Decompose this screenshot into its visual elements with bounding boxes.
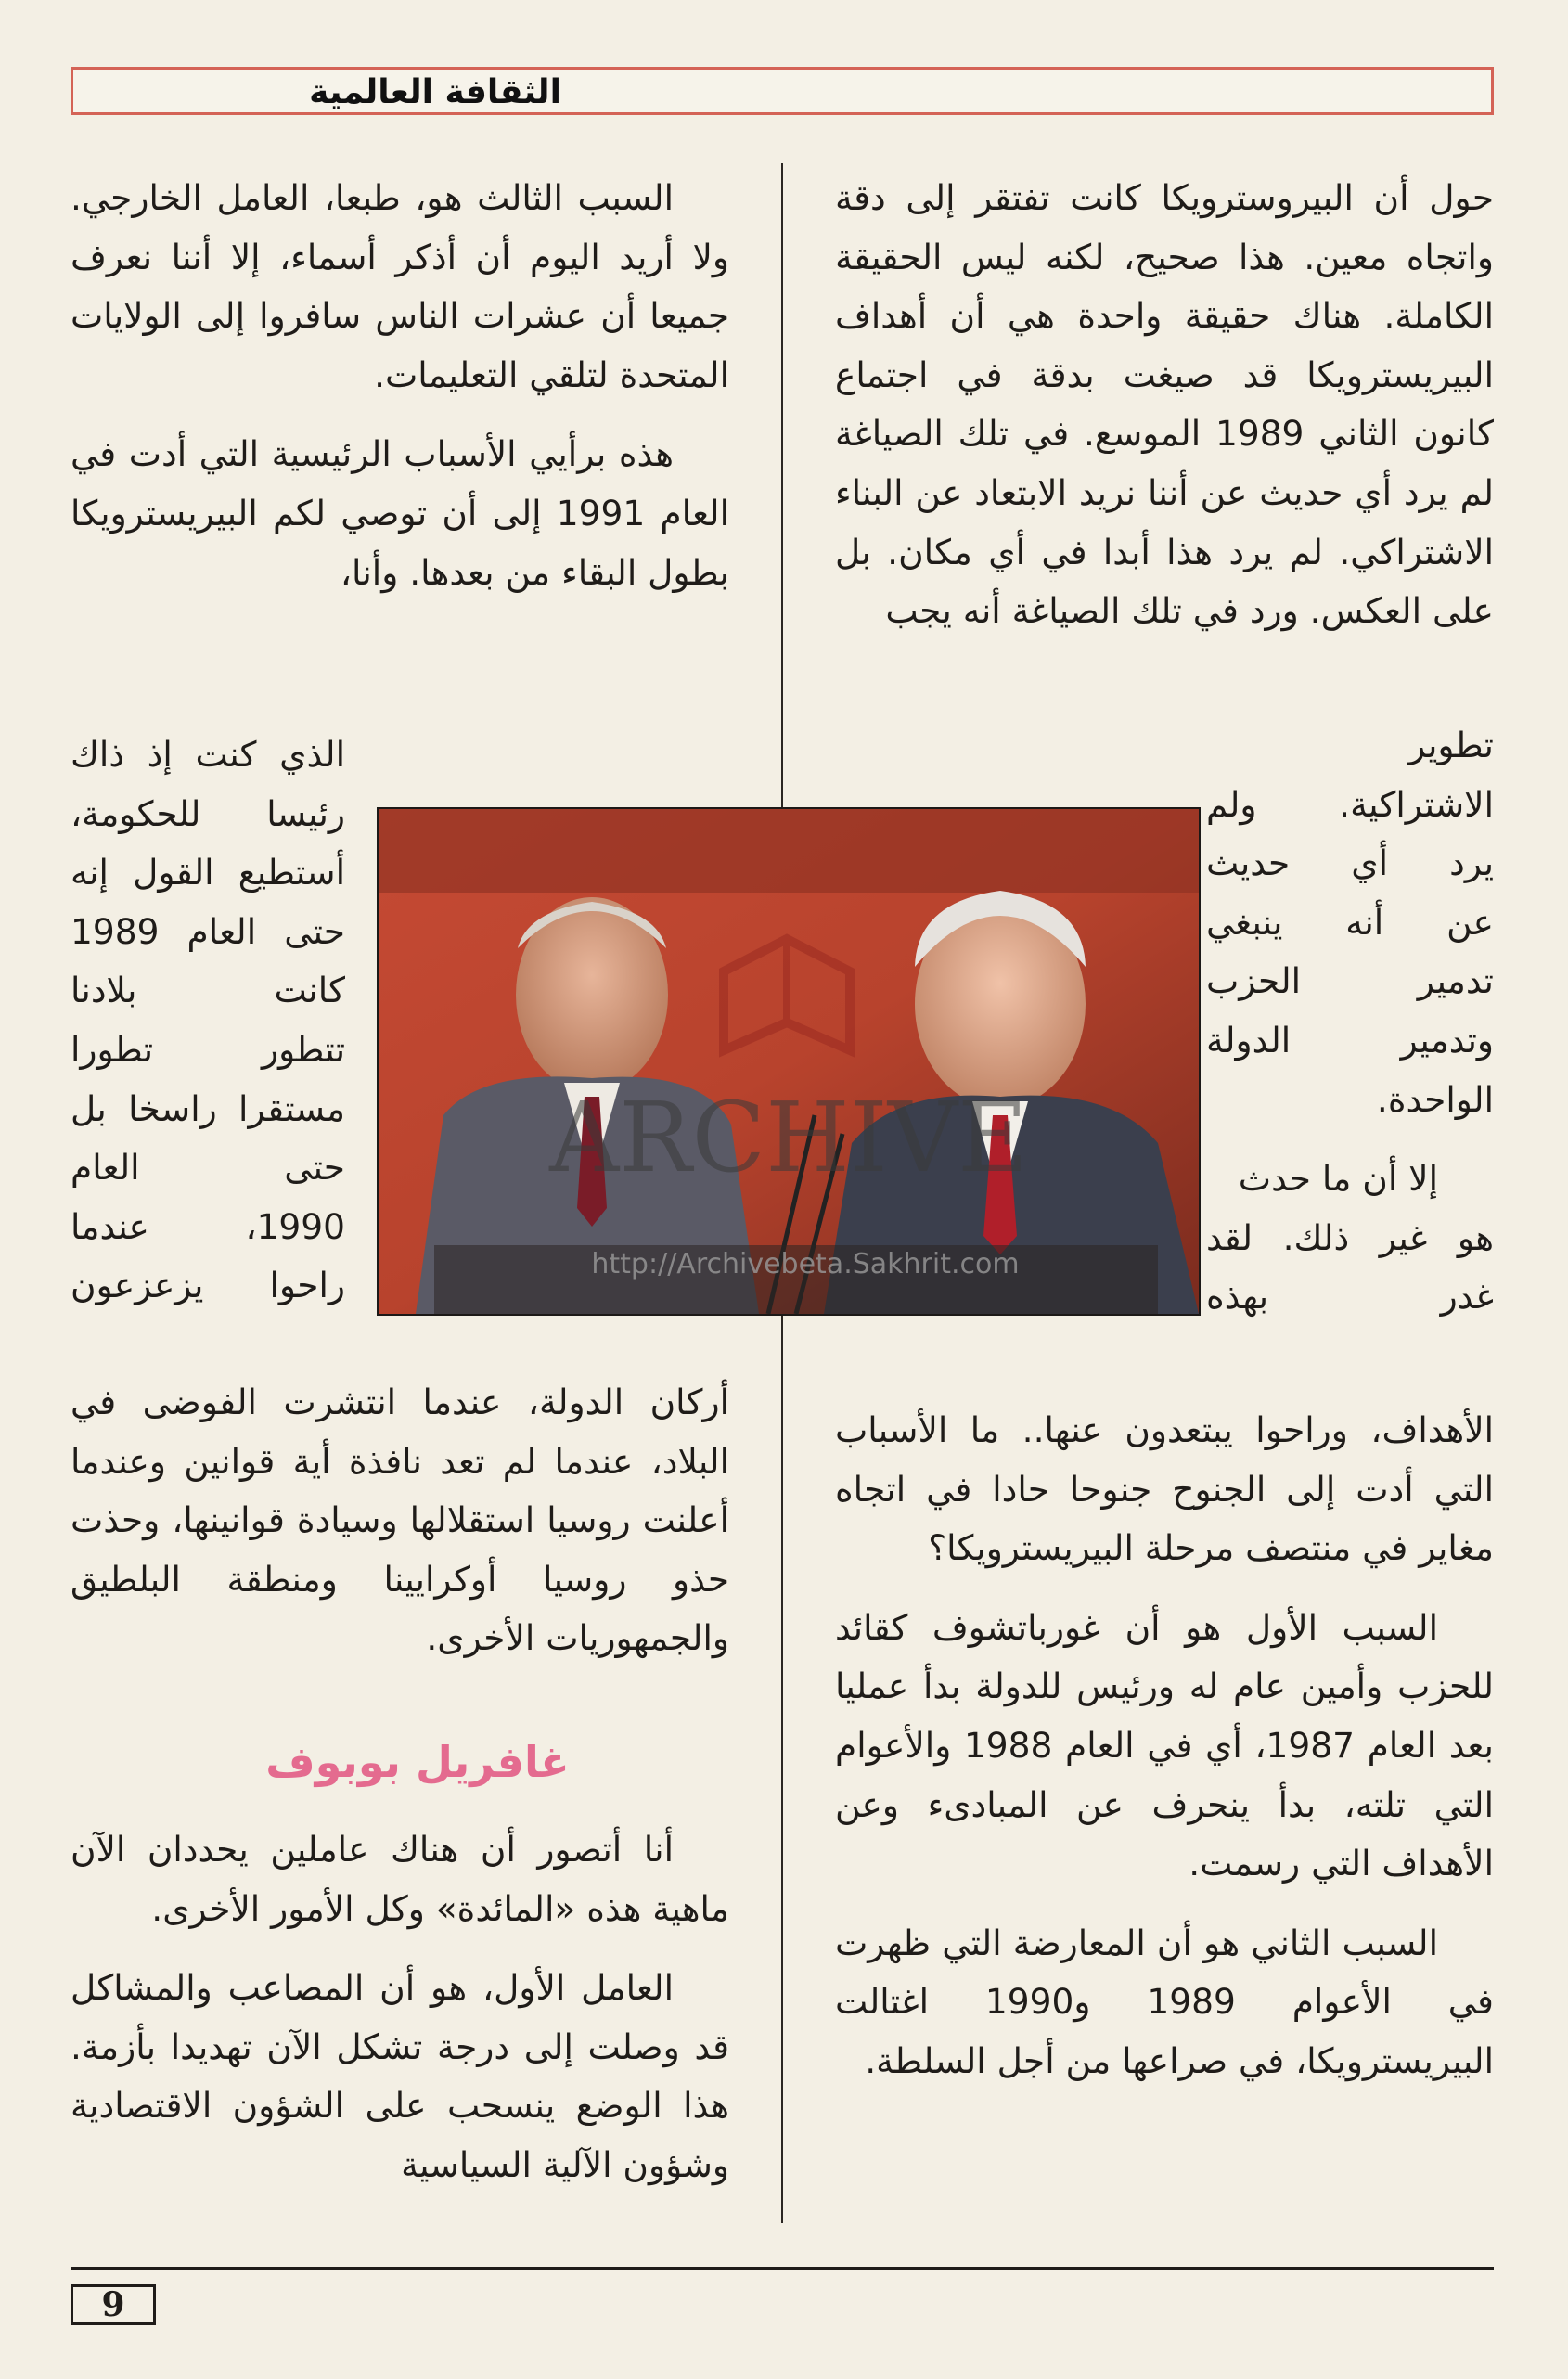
paragraph-reason-two: السبب الثاني هو أن المعارضة التي ظهرت في الأعوام 1989 و1990 اغتالت البيريسترويكا، في صراعها من أجل السلطة. <box>835 1922 1494 2081</box>
wrap-line: 1990، عندما <box>71 1205 345 1247</box>
paragraph: حول أن البيروسترويكا كانت تفتقر إلى دقة واتجاه معين. هذا صحيح، لكنه ليس الحقيقة الكاملة. هناك حقيقة واحدة هي أن أهداف البيريسترويكا قد صيغت بدقة في اجتماع كانون الثاني 1989 الموسع. في تلك الصياغة لم يرد أي حديث عن أننا نريد الابتعاد عن البناء الاشتراكي. لم يرد هذا أبدا في أي مكان. بل على العكس. ورد في تلك الصياغة أنه يجب <box>835 177 1494 632</box>
wrap-line: الاشتراكية. ولم <box>1206 783 1494 825</box>
right-column-bottom <box>835 1401 1494 2091</box>
paragraph-factor-one: العامل الأول، هو أن المصاعب والمشاكل قد وصلت إلى درجة تشكل الآن تهديدا بأزمة. هذا الوضع ينسحب على الشؤون الاقتصادية وشؤون الآلية السياسية <box>71 1967 729 2185</box>
wrap-line: يرد أي حديث <box>1206 842 1494 884</box>
wrap-line: غدر بهذه <box>1206 1276 1494 1318</box>
right-wrap-block <box>1206 716 1494 1327</box>
wrap-line: تدمير الحزب <box>1206 960 1494 1002</box>
wrap-line: الواحدة. <box>1376 1078 1494 1120</box>
wrap-line: راحوا يزعزعون <box>71 1265 345 1306</box>
wrap-line: مستقرا راسخا بل <box>71 1087 345 1129</box>
right-column-top <box>835 169 1494 641</box>
photo-illustration <box>379 809 1199 1314</box>
paragraph-opinion: هذه برأيي الأسباب الرئيسية التي أدت في العام 1991 إلى أن توصي لكم البيريسترويكا بطول البقاء من بعدها. وأنا، <box>71 433 730 593</box>
footer-rule <box>71 2267 1494 2270</box>
watermark-url: http://Archivebeta.Sakhrit.com <box>591 1248 1020 1280</box>
wrap-line: عن أنه ينبغي <box>1206 901 1494 943</box>
wrap-line: أستطيع القول إنه <box>71 852 345 894</box>
page-number: 9 <box>71 2284 156 2325</box>
wrap-line: كانت بلادنا <box>71 970 345 1011</box>
wrap-line: الذي كنت إذ ذاك <box>71 734 345 775</box>
header-banner <box>71 67 1494 115</box>
magazine-title: الثقافة العالمية <box>309 72 561 111</box>
left-wrap-block <box>71 726 345 1316</box>
paragraph-reason-one: السبب الأول هو أن غورباتشوف كقائد للحزب وأمين عام له ورئيس للدولة بدأ عمليا بعد العام 1987، أي في العام 1988 والأعوام التي تلته، بدأ ينحرف عن المبادىء وعن الأهداف التي رسمت. <box>835 1606 1494 1884</box>
paragraph-intro: أنا أتصور أن هناك عاملين يحددان الآن ماهية هذه «المائدة» وكل الأمور الأخرى. <box>71 1829 729 1929</box>
wrap-line: رئيسا للحكومة، <box>71 792 345 834</box>
watermark-title: ARCHIVE <box>549 1081 1028 1194</box>
left-column-bottom <box>71 1373 729 1668</box>
wrap-line: حتى العام 1989 <box>71 910 345 952</box>
news-photo <box>377 807 1201 1316</box>
wrap-line: حتى العام <box>71 1147 345 1189</box>
left-column-final <box>71 1820 729 2195</box>
wrap-line: تتطور تطورا <box>71 1028 345 1070</box>
wrap-line: تطوير <box>1408 725 1494 765</box>
paragraph: أركان الدولة، عندما انتشرت الفوضى في البلاد، عندما لم تعد نافذة أية قوانين وعندما أعلنت روسيا استقلالها وسيادة قوانينها، وحذت حذو روسيا أوكرايينا ومنطقة البلطيق والجمهوريات الأخرى. <box>71 1382 729 1659</box>
wrap-line: إلا أن ما حدث <box>1238 1158 1438 1200</box>
paragraph: الأهداف، وراحوا يبتعدون عنها.. ما الأسباب التي أدت إلى الجنوح جنوحا حادا في اتجاه مغاير في منتصف مرحلة البيريسترويكا؟ <box>835 1409 1494 1569</box>
wrap-line: هو غير ذلك. لقد <box>1206 1216 1494 1258</box>
left-column-top <box>71 169 729 602</box>
paragraph-reason-three: السبب الثالث هو، طبعا، العامل الخارجي. ولا أريد اليوم أن أذكر أسماء، إلا أننا نعرف جميعا أن عشرات الناس سافروا إلى الولايات المتحدة لتلقي التعليمات. <box>71 177 729 395</box>
wrap-line: وتدمير الدولة <box>1206 1019 1494 1061</box>
author-heading: غافريل بوبوف <box>265 1737 570 1787</box>
